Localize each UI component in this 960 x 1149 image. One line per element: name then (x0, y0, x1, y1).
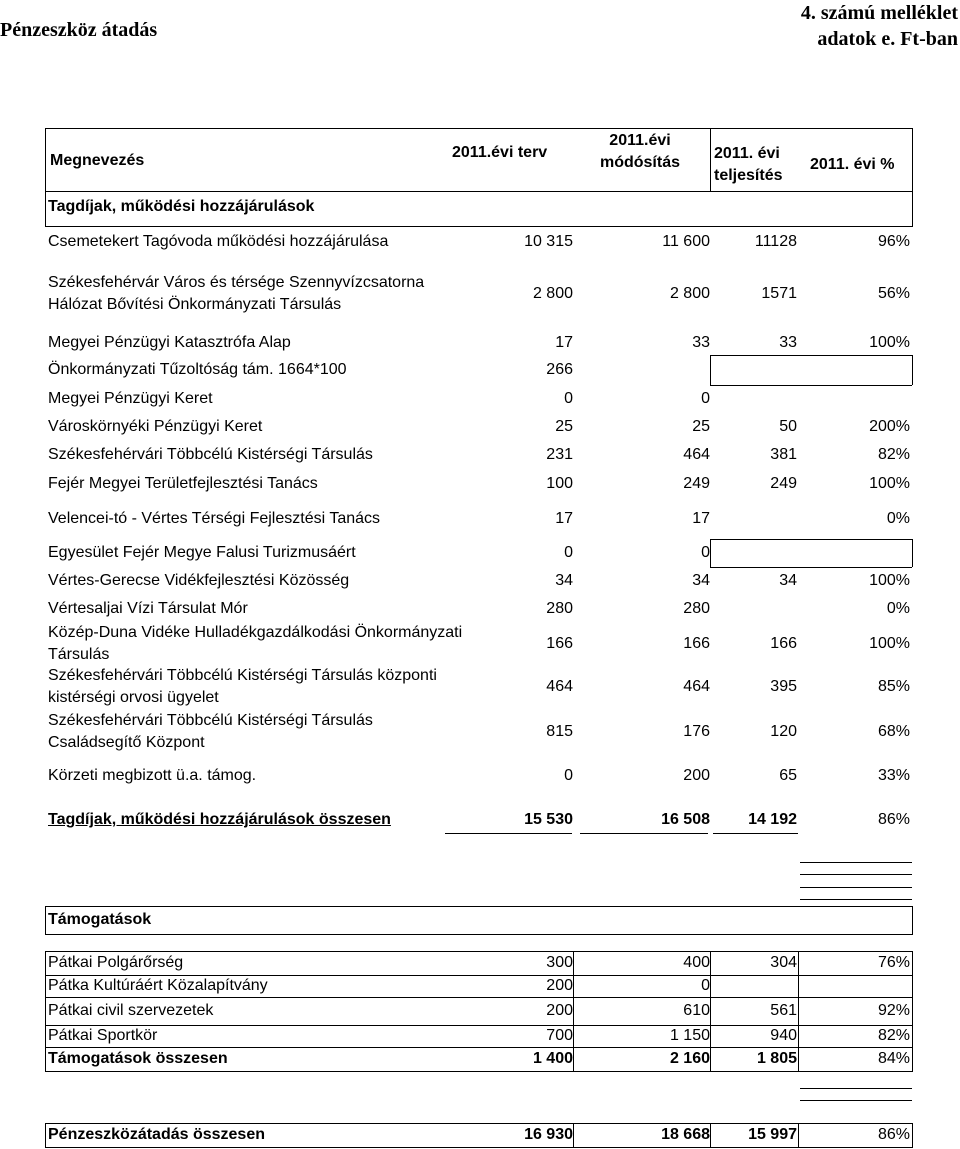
row-plan: 815 (546, 723, 573, 740)
table-row (45, 469, 913, 499)
grid-line (710, 951, 711, 1071)
grid-line (45, 1047, 913, 1048)
total-actual: 14 192 (748, 811, 797, 828)
grand-total-modified: 18 668 (661, 1126, 710, 1143)
header-divider (710, 128, 711, 191)
table-top-border (45, 128, 913, 129)
row-name: Vértes-Gerecse Vidékfejlesztési Közösség (48, 572, 350, 589)
row-plan: 231 (546, 446, 573, 463)
decor-line (800, 1088, 912, 1089)
table-row (45, 1047, 913, 1071)
row-percent (800, 539, 910, 567)
grid-line (45, 975, 913, 976)
row-actual (712, 595, 797, 623)
total-underline (445, 833, 572, 834)
row-plan: 266 (546, 361, 573, 378)
column-header-modified: 2011.évi módósítás (599, 132, 680, 171)
row-name: Székesfehérvári Többcélú Kistérségi Társulás (48, 446, 373, 463)
row-actual: 50 (779, 418, 797, 435)
row-name: Közép-Duna Vidéke Hulladékgazdálkodási Önkormányzati Társulás (48, 624, 463, 663)
row-modified: 1 150 (669, 1027, 710, 1044)
row-name: Székesfehérvári Többcélú Kistérségi Társulás központi kistérségi orvosi ügyelet (48, 667, 437, 706)
row-name: Pátkai Sportkör (48, 1027, 158, 1044)
row-percent: 68% (877, 723, 910, 740)
row-actual (712, 975, 797, 997)
row-modified: 11 600 (662, 233, 710, 250)
table-row (45, 441, 913, 469)
total-modified: 16 508 (661, 811, 710, 828)
table-row (45, 499, 913, 539)
grid-line (710, 385, 912, 386)
decor-line (800, 862, 912, 863)
table-right-border (912, 128, 913, 191)
row-percent: 85% (877, 678, 910, 695)
grid-line (45, 997, 913, 998)
row-modified: 25 (692, 418, 710, 435)
grid-line (912, 906, 913, 934)
unit-label: adatok e. Ft-ban (817, 28, 958, 50)
row-name: Pátka Kultúráért Közalapítvány (48, 977, 268, 994)
row-name: Pátkai civil szervezetek (48, 1002, 214, 1019)
row-plan: 200 (546, 1002, 573, 1019)
row-actual: 395 (770, 678, 797, 695)
row-actual: 1571 (761, 285, 797, 302)
row-actual: 1 805 (756, 1050, 797, 1067)
row-plan: 0 (564, 390, 573, 407)
row-actual: 65 (779, 767, 797, 784)
row-percent: 100% (869, 572, 910, 589)
table-row (45, 951, 913, 975)
section-border (912, 192, 913, 226)
grid-line (912, 951, 913, 1071)
row-plan: 280 (546, 600, 573, 617)
row-actual (712, 385, 797, 413)
row-plan: 2 800 (532, 285, 573, 302)
grid-line (45, 1071, 913, 1072)
row-modified: 464 (683, 678, 710, 695)
row-actual: 561 (770, 1002, 797, 1019)
row-modified: 0 (701, 544, 710, 561)
grid-line (798, 951, 799, 1071)
row-name: Pátkai Polgárőrség (48, 954, 184, 971)
grid-line (710, 355, 711, 385)
row-plan: 10 315 (524, 233, 573, 250)
row-actual: 304 (770, 954, 797, 971)
section-title-row (45, 192, 913, 222)
column-header-plan: 2011.évi terv (452, 144, 548, 161)
row-name: Támogatások összesen (48, 1050, 228, 1067)
column-header-percent: 2011. évi % (810, 156, 895, 173)
annex-label: 4. számú melléklet (800, 2, 958, 24)
row-name: Székesfehérvár Város és térsége Szennyvízcsatorna Hálózat Bővítési Önkormányzati Társulás (48, 274, 425, 313)
grid-line (710, 539, 711, 567)
row-name: Csemetekert Tagóvoda működési hozzájárulása (48, 233, 389, 250)
row-plan: 166 (546, 635, 573, 652)
section-border (45, 906, 913, 907)
section-title: Tagdíjak, működési hozzájárulások (48, 198, 315, 215)
column-header-name: Megnevezés (50, 152, 145, 169)
row-modified: 280 (683, 600, 710, 617)
row-name: Vértesaljai Vízi Társulat Mór (48, 600, 248, 617)
row-name: Egyesület Fejér Megye Falusi Turizmusáért (48, 544, 356, 561)
row-percent: 96% (877, 233, 910, 250)
total-plan: 15 530 (524, 811, 573, 828)
grid-line (45, 1123, 913, 1124)
column-header-actual: 2011. évi teljesítés (714, 145, 783, 184)
annex-block (801, 0, 958, 52)
row-actual: 11128 (754, 233, 797, 250)
table-row (45, 331, 913, 355)
table-row (45, 975, 913, 997)
row-percent: 84% (877, 1050, 910, 1067)
section-title: Támogatások (48, 911, 152, 928)
row-modified: 166 (683, 635, 710, 652)
row-actual: 120 (770, 723, 797, 740)
row-percent: 100% (869, 635, 910, 652)
row-name: Székesfehérvári Többcélú Kistérségi Társulás Családsegítő Központ (48, 712, 373, 751)
row-actual: 381 (770, 446, 797, 463)
row-plan: 300 (546, 954, 573, 971)
grid-line (710, 539, 912, 540)
decor-line (800, 887, 912, 888)
table-row (45, 257, 913, 331)
row-actual (712, 355, 797, 385)
row-percent: 0% (886, 510, 910, 527)
row-percent: 92% (877, 1002, 910, 1019)
row-plan: 34 (555, 572, 573, 589)
row-modified: 0 (701, 977, 710, 994)
row-plan: 25 (555, 418, 573, 435)
grid-line (710, 567, 912, 568)
table-row (45, 755, 913, 797)
row-actual: 34 (779, 572, 797, 589)
total-underline (580, 833, 708, 834)
row-plan: 17 (555, 510, 573, 527)
row-modified: 17 (692, 510, 710, 527)
row-modified: 34 (692, 572, 710, 589)
grid-line (710, 1123, 711, 1147)
row-percent: 82% (877, 446, 910, 463)
table-row (45, 227, 913, 257)
grid-line (45, 934, 913, 935)
row-actual (712, 499, 797, 539)
row-modified: 249 (683, 475, 710, 492)
section-title-row (45, 906, 913, 934)
grid-line (573, 951, 574, 1071)
row-name: Városkörnyéki Pénzügyi Keret (48, 418, 263, 435)
row-plan: 464 (546, 678, 573, 695)
table-row (45, 355, 913, 385)
row-modified (575, 355, 710, 385)
row-modified: 200 (683, 767, 710, 784)
table-row (45, 997, 913, 1025)
total-row (45, 804, 913, 836)
section-border (45, 192, 46, 226)
grid-line (45, 906, 46, 934)
table-row (45, 623, 913, 665)
row-plan: 17 (555, 334, 573, 351)
row-modified: 0 (701, 390, 710, 407)
row-actual: 33 (779, 334, 797, 351)
table-row (45, 665, 913, 709)
grid-line (912, 539, 913, 567)
page-title: Pénzeszköz átadás (0, 19, 158, 41)
row-name: Megyei Pénzügyi Keret (48, 390, 213, 407)
grand-total-name: Pénzeszközátadás összesen (48, 1126, 265, 1143)
row-modified: 2 800 (669, 285, 710, 302)
row-percent (800, 355, 910, 385)
row-plan: 0 (564, 544, 573, 561)
row-modified: 610 (683, 1002, 710, 1019)
decor-line (800, 899, 912, 900)
row-actual (712, 539, 797, 567)
row-percent: 200% (869, 418, 910, 435)
row-modified: 400 (683, 954, 710, 971)
row-percent: 76% (877, 954, 910, 971)
row-actual: 249 (770, 475, 797, 492)
grid-line (45, 1147, 913, 1148)
row-percent: 100% (869, 475, 910, 492)
row-name: Fejér Megyei Területfejlesztési Tanács (48, 475, 318, 492)
row-percent: 82% (877, 1027, 910, 1044)
grid-line (45, 1025, 913, 1026)
row-plan: 1 400 (532, 1050, 573, 1067)
decor-line (800, 874, 912, 875)
decor-line (800, 1100, 912, 1101)
row-actual: 940 (770, 1027, 797, 1044)
row-plan: 100 (546, 475, 573, 492)
grand-total-percent: 86% (877, 1126, 910, 1143)
table-row (45, 385, 913, 413)
row-modified: 176 (683, 723, 710, 740)
row-percent (800, 975, 910, 997)
row-percent: 56% (877, 285, 910, 302)
section-border (45, 226, 913, 227)
grid-line (912, 1123, 913, 1147)
row-actual: 166 (770, 635, 797, 652)
row-plan: 200 (546, 977, 573, 994)
grand-total-actual: 15 997 (748, 1126, 797, 1143)
grid-line (45, 951, 46, 1071)
row-plan: 0 (564, 767, 573, 784)
table-row (45, 413, 913, 441)
grid-line (45, 1123, 46, 1147)
table-row (45, 567, 913, 595)
total-percent: 86% (877, 811, 910, 828)
row-percent (800, 385, 910, 413)
grand-total-row (45, 1123, 913, 1147)
total-name: Tagdíjak, működési hozzájárulások összesen (48, 811, 391, 828)
table-row (45, 1025, 913, 1047)
table-row (45, 539, 913, 567)
grand-total-plan: 16 930 (524, 1126, 573, 1143)
table-left-border (45, 128, 46, 191)
table-row (45, 709, 913, 755)
grid-line (912, 355, 913, 385)
row-modified: 464 (683, 446, 710, 463)
grid-line (573, 1123, 574, 1147)
grid-line (45, 951, 913, 952)
table-row (45, 595, 913, 623)
grid-line (710, 355, 912, 356)
total-underline (713, 833, 798, 834)
row-percent: 33% (877, 767, 910, 784)
row-percent: 100% (869, 334, 910, 351)
row-name: Velencei-tó - Vértes Térségi Fejlesztési Tanács (48, 510, 381, 527)
row-modified: 33 (692, 334, 710, 351)
row-plan: 700 (546, 1027, 573, 1044)
row-name: Önkormányzati Tűzoltóság tám. 1664*100 (48, 361, 347, 378)
row-modified: 2 160 (669, 1050, 710, 1067)
row-name: Megyei Pénzügyi Katasztrófa Alap (48, 334, 291, 351)
row-percent: 0% (886, 600, 910, 617)
row-name: Körzeti megbizott ü.a. támog. (48, 767, 257, 784)
grid-line (798, 1123, 799, 1147)
